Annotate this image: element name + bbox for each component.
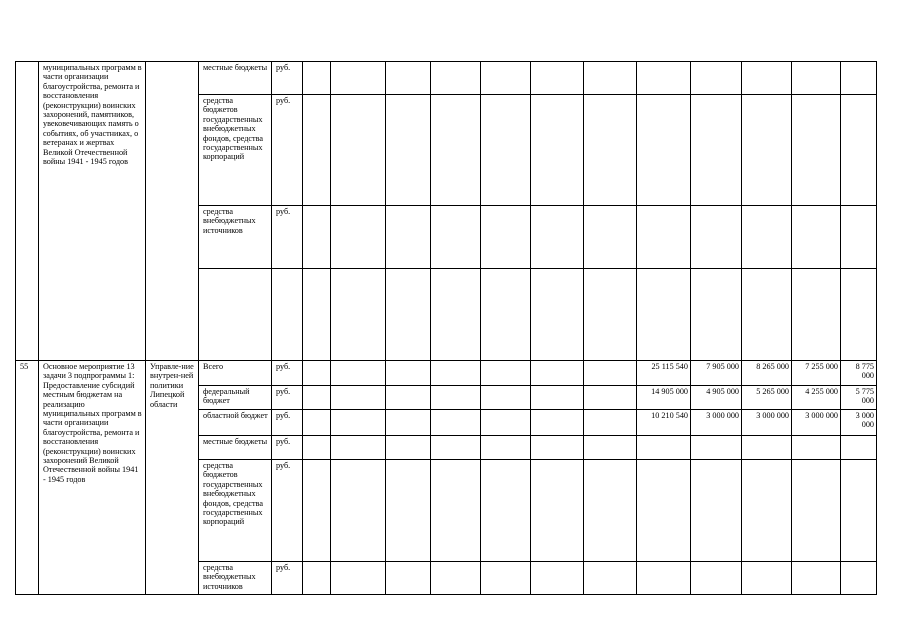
budget-table (15, 61, 877, 595)
value-cell: 8 265 000 (742, 361, 792, 386)
funding-source-cell: местные бюджеты (199, 62, 272, 95)
funding-source-cell: средства внебюджетных источников (199, 206, 272, 269)
row-number-cell (16, 62, 39, 361)
table-row (16, 62, 877, 95)
table-row (16, 361, 877, 386)
value-cell: 14 905 000 (637, 386, 691, 410)
value-cell: 5 265 000 (742, 386, 792, 410)
unit-cell: руб. (272, 460, 303, 562)
value-cell: 4 905 000 (691, 386, 742, 410)
value-cell: 7 905 000 (691, 361, 742, 386)
unit-cell: руб. (272, 62, 303, 95)
unit-cell: руб. (272, 386, 303, 410)
funding-source-cell: федеральный бюджет (199, 386, 272, 410)
value-cell: 25 115 540 (637, 361, 691, 386)
unit-cell: руб. (272, 206, 303, 269)
unit-cell: руб. (272, 436, 303, 460)
executor-cell (146, 62, 199, 361)
value-cell: 10 210 540 (637, 410, 691, 436)
measure-description-cell: муниципальных программ в части организации благоустройства, ремонта и восстановления (реконструкции) воинских захоронений, памятников, увековечивающих память о событиях, об участниках, о ветеранах и жертвах Великой Отечественной войны 1941 - 1945 годов (39, 62, 146, 361)
value-cell: 5 775 000 (841, 386, 877, 410)
value-cell: 7 255 000 (792, 361, 841, 386)
funding-source-cell: средства бюджетов государственных внебюджетных фондов, средства государственных корпораций (199, 460, 272, 562)
value-cell: 3 000 000 (691, 410, 742, 436)
value-cell: 4 255 000 (792, 386, 841, 410)
funding-source-cell: местные бюджеты (199, 436, 272, 460)
funding-source-cell: Всего (199, 361, 272, 386)
unit-cell: руб. (272, 410, 303, 436)
funding-source-cell: средства бюджетов государственных внебюджетных фондов, средства государственных корпораций (199, 95, 272, 206)
funding-source-cell: средства внебюджетных источников (199, 562, 272, 595)
measure-description-cell: Основное мероприятие 13 задачи 3 подпрограммы 1: Предоставление субсидий местным бюджетам на реализацию муниципальных программ в части организации благоустройства, ремонта и восстановления (реконструкции) воинских захоронений Великой Отечественной войны 1941 - 1945 годов (39, 361, 146, 595)
unit-cell: руб. (272, 361, 303, 386)
value-cell: 8 775 000 (841, 361, 877, 386)
row-number-cell: 55 (16, 361, 39, 595)
executor-cell: Управле-ние внутрен-ней политики Липецкой области (146, 361, 199, 595)
unit-cell: руб. (272, 562, 303, 595)
value-cell: 3 000 000 (841, 410, 877, 436)
value-cell: 3 000 000 (742, 410, 792, 436)
funding-source-cell: областной бюджет (199, 410, 272, 436)
unit-cell: руб. (272, 95, 303, 206)
value-cell: 3 000 000 (792, 410, 841, 436)
